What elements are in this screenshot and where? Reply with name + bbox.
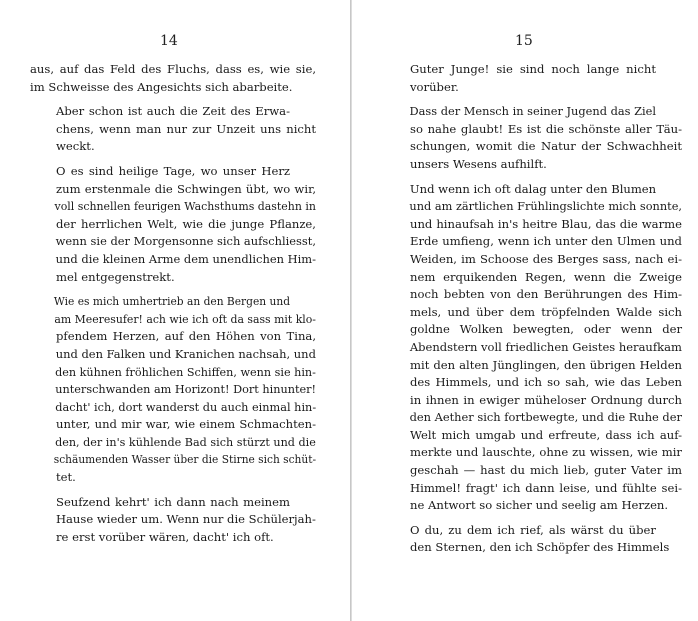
text-line: chens, wenn man nur zur Unzeit uns nicht: [56, 121, 317, 136]
text-line: weckt.: [56, 139, 95, 154]
text-line: schungen, womit die Natur der Schwachheit: [410, 139, 683, 154]
text-line: Aber schon ist auch die Zeit des Erwa-: [56, 104, 290, 119]
page-number: 15: [515, 33, 533, 49]
paragraph: [384, 181, 682, 515]
paragraph: [384, 103, 682, 173]
text-line: Dass der Mensch in seiner Jugend das Ziel: [409, 104, 657, 119]
text-line: ne Antwort so sicher und seelig am Herzen.: [410, 498, 669, 513]
text-line: zum erstenmale die Schwingen übt, wo wir,: [56, 181, 317, 196]
paragraph: [30, 293, 316, 487]
text-line: Wie es mich umhertrieb an den Bergen und: [53, 294, 291, 309]
text-line: unsers Wesens aufhilft.: [410, 156, 547, 171]
text-line: O es sind heilige Tage, wo unser Herz: [56, 163, 290, 178]
page-number: 14: [160, 33, 178, 49]
text-line: Hause wieder um. Wenn nur die Schülerjah-: [55, 512, 316, 527]
page-text: [30, 61, 316, 553]
text-line: Erde umfieng, wenn ich unter den Ulmen und: [410, 234, 682, 249]
text-line: und hinaufsah in's heitre Blau, das die warme: [410, 216, 682, 231]
text-line: und die kleinen Arme dem unendlichen Him-: [55, 251, 316, 266]
text-line: Himmel! fragt' ich dann leise, und fühlte sei-: [410, 480, 682, 495]
text-line: den Aether sich fortbewegte, und die Ruhe der: [409, 410, 682, 425]
text-line: unter, und mir war, wie einem Schmachten-: [56, 417, 317, 432]
text-line: O du, zu dem ich rief, als wärst du über: [410, 522, 656, 537]
text-line: nem erquikenden Regen, wenn die Zweige: [410, 269, 683, 284]
text-line: mit den alten Jünglingen, den übrigen Helden: [410, 357, 683, 372]
paragraph: [30, 494, 316, 547]
text-line: tet.: [56, 470, 76, 485]
page-text: [384, 61, 682, 564]
text-line: noch bebten von den Berührungen des Him-: [410, 287, 682, 302]
text-line: re erst vorüber wären, dacht' ich oft.: [56, 529, 274, 544]
text-line: im Schweisse des Angesichts sich abarbeite.: [30, 79, 293, 94]
text-line: aus, auf das Feld des Fluchs, dass es, wie sie,: [30, 62, 317, 76]
text-line: pfendem Herzen, auf den Höhen von Tina,: [56, 329, 317, 344]
text-line: geschah — hast du mich lieb, guter Vater im: [410, 463, 682, 478]
text-line: der herrlichen Welt, wie die junge Pflanze,: [56, 216, 316, 231]
text-line: Guter Junge! sie sind noch lange nicht: [410, 62, 656, 76]
text-line: wenn sie der Morgensonne sich aufschliesst,: [55, 234, 317, 249]
right-page: [352, 0, 698, 621]
text-line: schäumenden Wasser über die Stirne sich schüt-: [53, 452, 317, 467]
paragraph: [30, 103, 316, 156]
text-line: und den Falken und Kranichen nachsah, und: [55, 346, 316, 361]
text-line: den Sternen, den ich Schöpfer des Himmels: [410, 540, 670, 555]
text-line: in ihnen in ewiger müheloser Ordnung durch: [410, 392, 683, 407]
text-line: Welt mich umgab und erfreute, dass ich auf-: [410, 427, 682, 442]
text-line: voll schnellen feurigen Wachsthums dastehn in: [54, 199, 316, 214]
text-line: Seufzend kehrt' ich dann nach meinem: [56, 494, 290, 509]
paragraph: [384, 61, 682, 96]
paragraph: [30, 61, 316, 96]
paragraph: [30, 163, 316, 286]
paragraph: [384, 522, 682, 557]
text-line: dacht' ich, dort wanderst du auch einmal hin-: [55, 399, 317, 414]
text-line: mels, und über dem tröpfelnden Walde sich: [410, 304, 683, 319]
text-line: merkte und lauschte, ohne zu wissen, wie mir: [410, 445, 682, 460]
text-line: und am zärtlichen Frühlingslichte mich sonnte,: [409, 199, 683, 214]
text-line: goldne Wolken bewegten, oder wenn der: [410, 322, 683, 337]
text-line: vorüber.: [410, 79, 459, 94]
text-line: Abendstern voll friedlichen Geistes heraufkam: [409, 339, 682, 354]
text-line: unterschwanden am Horizont! Dort hinunter!: [55, 382, 317, 397]
text-line: am Meeresufer! ach wie ich oft da sass mit klo-: [54, 311, 316, 326]
text-line: den, der in's kühlende Bad sich stürzt und die: [55, 434, 316, 449]
text-line: Weiden, im Schoose des Berges sass, nach ei-: [410, 251, 683, 266]
text-line: mel entgegenstrekt.: [56, 269, 175, 284]
text-line: so nahe glaubt! Es ist die schönste aller Täu-: [410, 121, 683, 136]
text-line: Und wenn ich oft dalag unter den Blumen: [409, 181, 657, 196]
text-line: den kühnen fröhlichen Schiffen, wenn sie hin-: [55, 364, 316, 379]
text-line: des Himmels, und ich so sah, wie das Leben: [410, 375, 683, 390]
